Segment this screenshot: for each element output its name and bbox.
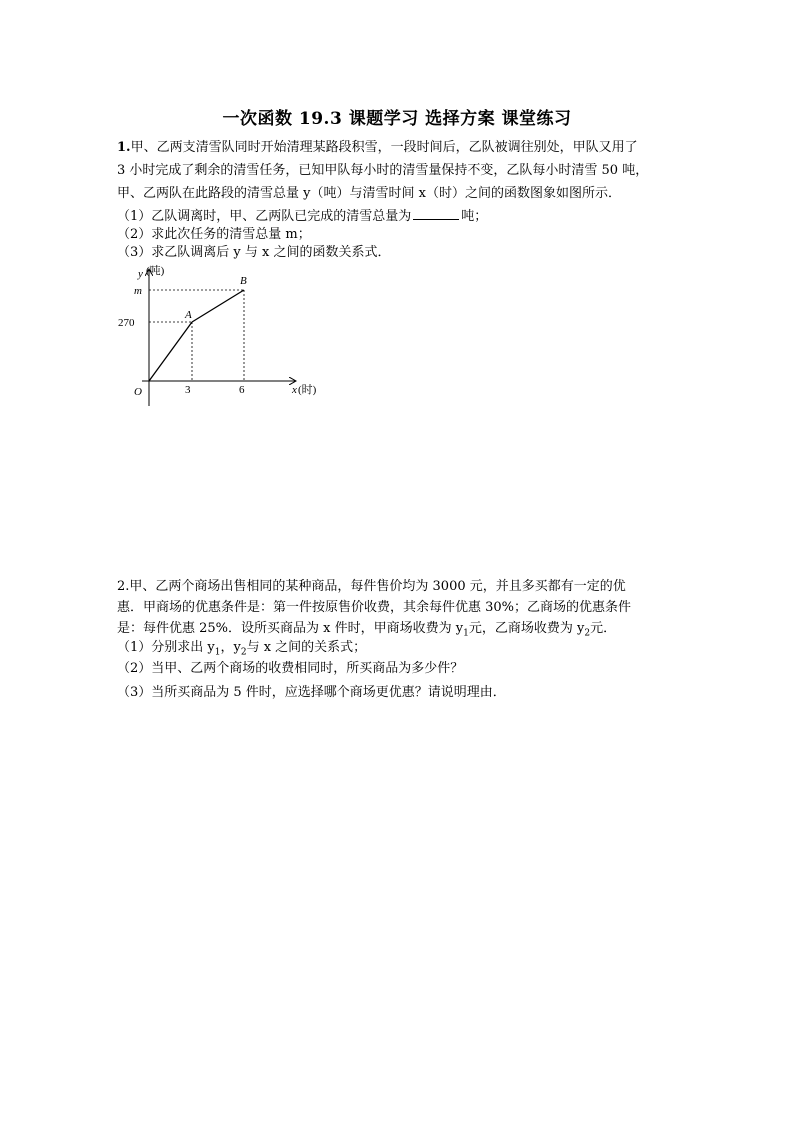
q2-sub-1-s1: 1 — [214, 647, 221, 658]
tick-label-270: 270 — [118, 317, 135, 329]
q1-sub-2: （2）求此次任务的清雪总量 m； — [117, 227, 311, 242]
q1-number: 1. — [117, 140, 131, 155]
q1-line-3: 甲、乙两队在此路段的清雪总量 y（吨）与清雪时间 x（时）之间的函数图象如图所示． — [117, 186, 621, 201]
point-label-b: B — [240, 275, 247, 287]
y-axis-label: y — [138, 268, 143, 280]
point-label-a: A — [185, 309, 192, 321]
q1-sub-1-text: （1）乙队调离时，甲、乙两队已完成的清雪总量为 — [117, 209, 412, 224]
q1-sub-1 — [117, 208, 487, 225]
q2-line-3-sub1: 1 — [463, 628, 469, 639]
x-axis-label: x — [292, 384, 297, 396]
q2-sub-1-a: （1）分别求出 y — [117, 640, 215, 655]
segment-oa — [149, 322, 192, 381]
q2-line-3-b: 元，乙商场收费为 y — [468, 621, 585, 636]
function-graph — [112, 262, 332, 407]
q1-text-1: 甲、乙两支清雪队同时开始清理某路段积雪，一段时间后，乙队被调往别处，甲队又用了 — [130, 140, 638, 155]
q2-line-3-c: 元． — [590, 621, 617, 636]
q1-line-2: 3 小时完成了剩余的清雪任务，已知甲队每小时的清雪量保持不变，乙队每小时清雪 50 吨， — [117, 163, 649, 178]
q2-line-2: 惠．甲商场的优惠条件是：第一件按原售价收费，其余每件优惠 30%；乙商场的优惠条件 — [117, 600, 632, 615]
segment-ab — [192, 290, 244, 322]
q2-line-3-sub2: 2 — [584, 628, 591, 639]
origin-label: O — [134, 386, 142, 398]
tick-label-6: 6 — [239, 384, 245, 396]
page-title: 一次函数 19.3 课题学习 选择方案 课堂练习 — [222, 109, 572, 129]
tick-label-m: m — [134, 285, 142, 297]
q2-line-1: 2.甲、乙两个商场出售相同的某种商品，每件售价均为 3000 元，并且多买都有一定的优 — [117, 579, 626, 594]
q2-sub-1-b: ，y — [220, 640, 241, 655]
q2-sub-1-s2: 2 — [240, 647, 247, 658]
answer-blank — [413, 208, 459, 220]
q1-sub-1-unit: 吨； — [461, 209, 488, 224]
q2-sub-1-c: 与 x 之间的关系式； — [246, 640, 367, 655]
y-unit-label: (吨) — [146, 265, 165, 277]
q2-sub-1 — [117, 639, 366, 662]
q2-sub-2: （2）当甲、乙两个商场的收费相同时，所买商品为多少件？ — [117, 661, 464, 676]
x-unit-label: (时) — [298, 384, 317, 396]
q2-sub-3: （3）当所买商品为 5 件时，应选择哪个商场更优惠？请说明理由． — [117, 685, 506, 700]
q1-sub-3: （3）求乙队调离后 y 与 x 之间的函数关系式． — [117, 245, 391, 260]
q1-line-1 — [117, 139, 638, 156]
tick-label-3: 3 — [185, 384, 191, 396]
q2-line-3-a: 是：每件优惠 25%．设所买商品为 x 件时，甲商场收费为 y — [117, 621, 464, 636]
